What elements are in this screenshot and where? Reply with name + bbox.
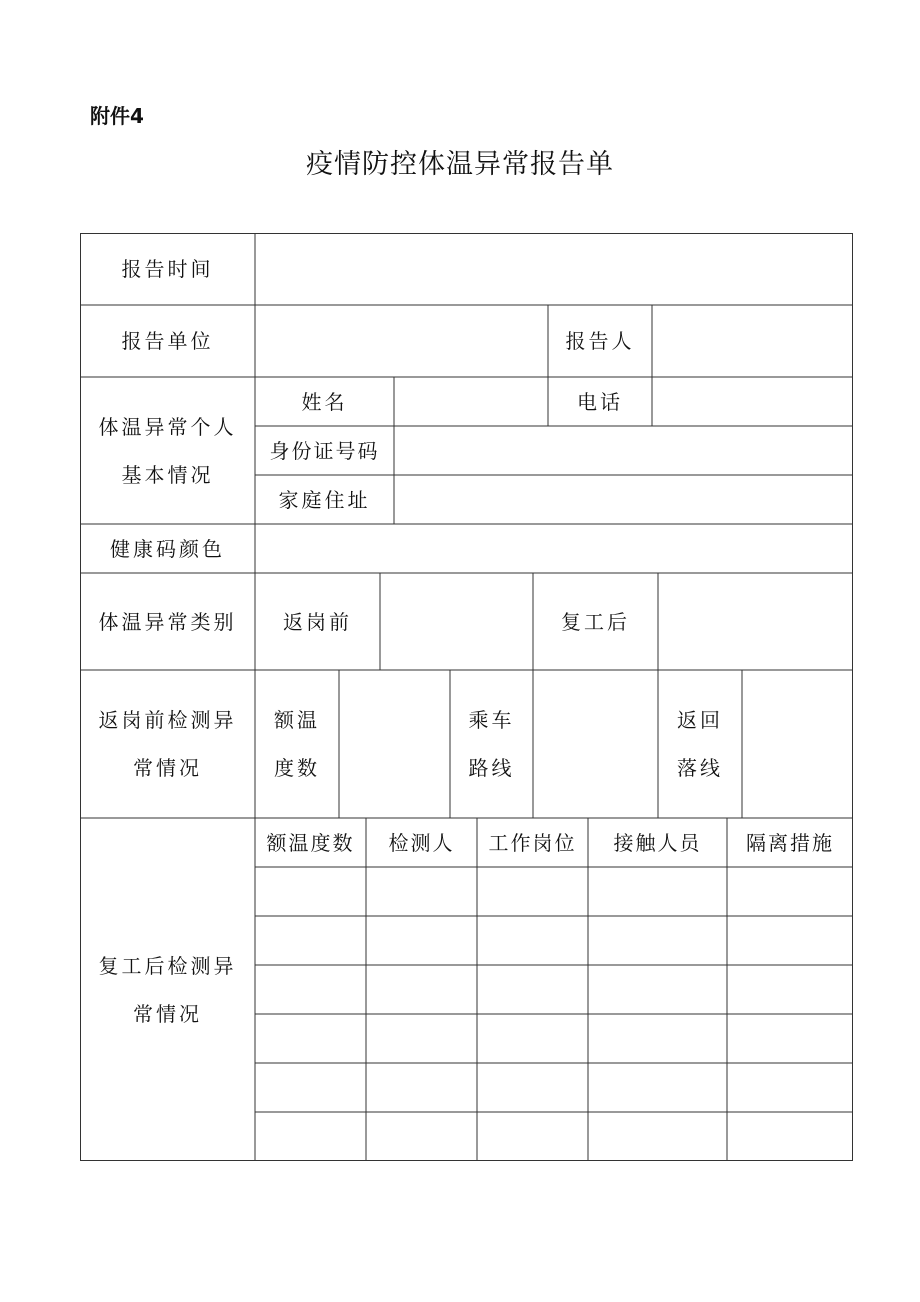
- name-field[interactable]: [394, 377, 548, 426]
- home-address-field[interactable]: [394, 475, 853, 524]
- report-time-field[interactable]: [255, 233, 853, 305]
- table-row[interactable]: [255, 1112, 853, 1161]
- before-return-label: 返岗前: [283, 609, 352, 634]
- before-return-field[interactable]: [380, 573, 533, 670]
- form-title: 疫情防控体温异常报告单: [306, 149, 614, 180]
- person-info-label: [80, 377, 255, 524]
- home-address-label: 家庭住址: [278, 487, 371, 512]
- post-resume-line-1: 复工后检测异: [98, 953, 237, 978]
- report-unit-label: 报告单位: [121, 329, 214, 353]
- return-location-line-1: 返回: [677, 708, 723, 732]
- report-form-table: [80, 233, 853, 1161]
- id-number-field[interactable]: [394, 426, 853, 475]
- temp-reading-line-2: 度数: [274, 756, 320, 780]
- pre-return-abnormal-label: [80, 670, 255, 818]
- header-inspector: 检测人: [388, 830, 455, 855]
- return-location-field[interactable]: [742, 670, 853, 818]
- header-contacts: 接触人员: [613, 830, 702, 855]
- temp-reading-line-1: 额温: [274, 708, 320, 732]
- header-temp: 额温度数: [266, 830, 355, 855]
- table-row[interactable]: [255, 1063, 853, 1112]
- after-resume-field[interactable]: [658, 573, 853, 670]
- post-resume-abnormal-label: [80, 818, 255, 1161]
- phone-label: 电话: [577, 389, 623, 414]
- health-code-field[interactable]: [255, 524, 853, 573]
- temp-reading-field[interactable]: [339, 670, 450, 818]
- after-resume-label: 复工后: [561, 609, 630, 634]
- table-row[interactable]: [255, 965, 853, 1014]
- table-row[interactable]: [255, 1014, 853, 1063]
- reporter-field[interactable]: [652, 305, 853, 377]
- return-location-label: [658, 670, 742, 818]
- report-unit-field[interactable]: [255, 305, 548, 377]
- person-info-line-2: 基本情况: [121, 462, 214, 487]
- header-post: 工作岗位: [488, 830, 577, 855]
- attachment-label: 附件4: [90, 104, 144, 128]
- return-location-line-2: 落线: [677, 756, 723, 780]
- name-label: 姓名: [301, 389, 348, 414]
- route-label: [450, 670, 533, 818]
- table-row[interactable]: [255, 867, 853, 916]
- table-row[interactable]: [255, 916, 853, 965]
- route-field[interactable]: [533, 670, 658, 818]
- health-code-label: 健康码颜色: [110, 536, 225, 561]
- abnormal-type-label: 体温异常类别: [98, 609, 237, 634]
- phone-field[interactable]: [652, 377, 853, 426]
- route-line-1: 乘车: [468, 708, 515, 732]
- person-info-line-1: 体温异常个人: [98, 414, 237, 439]
- id-number-label: 身份证号码: [269, 438, 380, 463]
- pre-return-line-1: 返岗前检测异: [98, 708, 237, 732]
- report-time-label: 报告时间: [121, 257, 214, 281]
- header-isolation: 隔离措施: [746, 830, 834, 855]
- temp-reading-label: [255, 670, 339, 818]
- pre-return-line-2: 常情况: [133, 756, 202, 780]
- route-line-2: 路线: [468, 756, 515, 780]
- reporter-label: 报告人: [565, 329, 635, 353]
- post-resume-line-2: 常情况: [133, 1001, 202, 1026]
